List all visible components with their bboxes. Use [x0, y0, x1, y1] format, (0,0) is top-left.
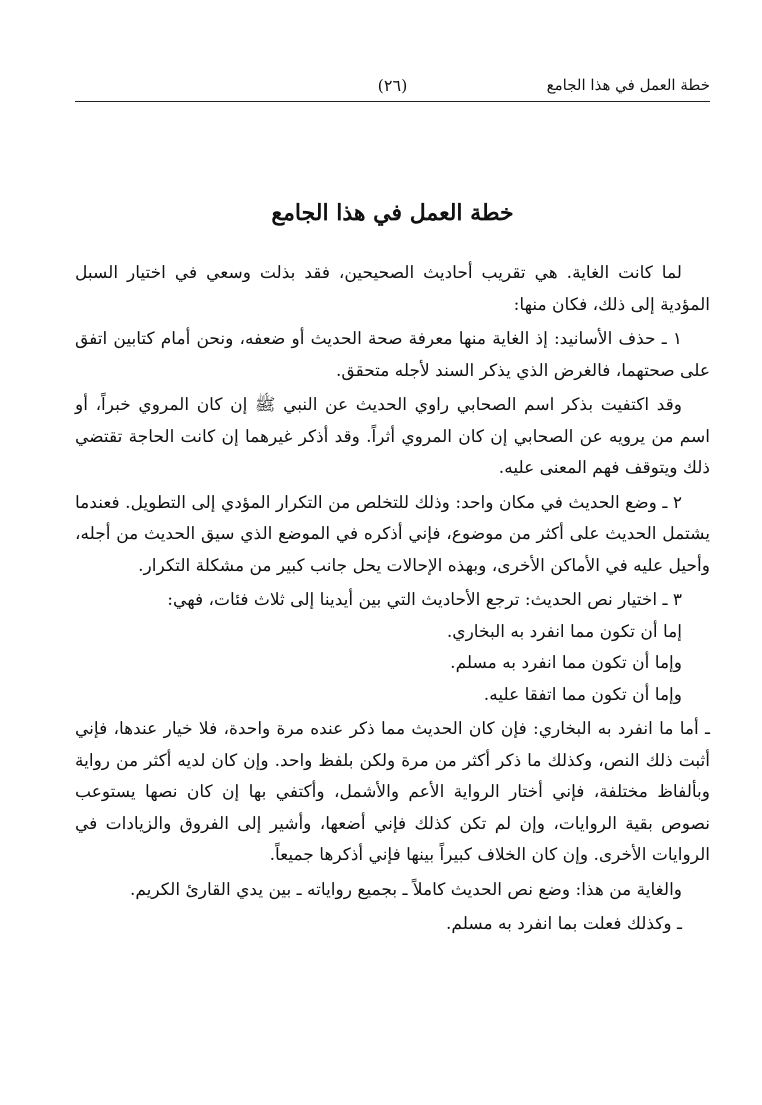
paragraph-goal: والغاية من هذا: وضع نص الحديث كاملاً ـ بجميع رواياته ـ بين يدي القارئ الكريم. — [129, 879, 682, 900]
paragraph-option-muslim: وإما أن تكون مما انفرد به مسلم. — [450, 653, 682, 673]
paragraph-intro: لما كانت الغاية. هي تقريب أحاديث الصحيحين، فقد بذلت وسعي في اختيار السبل المؤدية إلى ذلك، فكان منها: — [75, 263, 710, 315]
paragraph-bukhari-only: ـ أما ما انفرد به البخاري: فإن كان الحديث مما ذكر عنده مرة واحدة، فلا خيار عندها، فإني أثبت ذلك النص، وكذلك ما ذكر أكثر من مرة ولكن بلفظ واحد. وإن كان لديه أكثر من رواية وبألفاظ مختلفة، فإني أختار الرواية الأعم والأشمل، وأكتفي بها إن كان نصها يستوعب نصوص بقية الروايات، وإن لم تكن كذلك فإني أضعها، وأشير إلى الفروق والزيادات في الروايات الأخرى. وإن كان الخلاف كبيراً بينها فإني أذكرها جميعاً. — [75, 719, 710, 865]
paragraph-item-3: ٣ ـ اختيار نص الحديث: ترجع الأحاديث التي بين أيدينا إلى ثلاث فئات، فهي: — [167, 590, 682, 610]
paragraph-muslim-only: ـ وكذلك فعلت بما انفرد به مسلم. — [446, 914, 682, 934]
paragraph-option-bukhari: إما أن تكون مما انفرد به البخاري. — [446, 621, 682, 642]
paragraph-option-agreed: وإما أن تكون مما اتفقا عليه. — [483, 684, 682, 705]
page-number: (٢٦) — [377, 76, 408, 95]
body-text — [75, 258, 710, 941]
header-divider — [75, 101, 710, 102]
paragraph-item-1: ١ ـ حذف الأسانيد: إذ الغاية منها معرفة صحة الحديث أو ضعفه، ونحن أمام كتابين اتفق على صحتهما، فالغرض الذي يذكر السند لأجله متحقق. — [75, 329, 710, 381]
paragraph-item-2: ٢ ـ وضع الحديث في مكان واحد: وذلك للتخلص من التكرار المؤدي إلى التطويل. فعندما يشتمل الحديث على أكثر من موضوع، فإني أذكره في الموضع الذي سيق الحديث من أجله، وأحيل عليه في الأماكن الأخرى، وبهذه الإحالات يحل جانب كبير من مشكلة التكرار. — [75, 492, 710, 576]
paragraph-companion-name: وقد اكتفيت بذكر اسم الصحابي راوي الحديث عن النبي ﷺ إن كان المروي خبراً، أو اسم من يرويه عن الصحابي إن كان المروي أثراً. وقد أذكر غيرهما إن كانت الحاجة تقتضي ذلك ويتوقف فهم المعنى عليه. — [75, 395, 710, 478]
section-heading: خطة العمل في هذا الجامع — [271, 200, 514, 226]
running-header — [75, 74, 710, 104]
running-title: خطة العمل في هذا الجامع — [546, 76, 710, 94]
